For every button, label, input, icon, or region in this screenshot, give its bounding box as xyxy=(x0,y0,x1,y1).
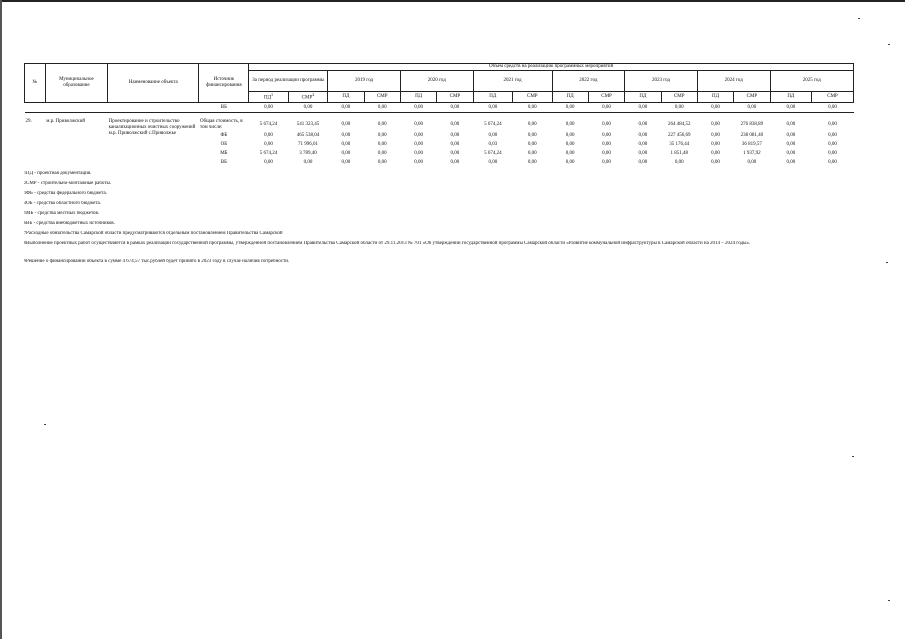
cell-value: 0,00 xyxy=(527,141,537,147)
cell-value: 0,00 xyxy=(527,122,537,127)
cell-value: 0,00 xyxy=(711,150,720,156)
cell-funding-source: ВБ xyxy=(220,159,227,165)
cell-value: 0,00 xyxy=(638,122,648,127)
footnote-text: Выполнение проектных работ осуществляется в рамках реализации государственной программы, утвержденной постановлением Правительства Самарской области от 29.11.2013 № 701 «Об утверждении государственной программы Самарской области «Развитие коммунальной инфраструктуры в Самарской области на 2014 – 2024 годы». xyxy=(26,241,751,246)
header-pd: ПД xyxy=(473,92,512,103)
footnote-mark: 8 xyxy=(24,241,26,245)
cell-value: 0,00 xyxy=(414,141,423,147)
footnote-text: ПД - проектная документация. xyxy=(26,171,92,176)
footnote-mark: 6 xyxy=(24,221,26,225)
footnotes xyxy=(24,171,874,269)
header-year: 2019 год xyxy=(328,71,401,92)
scan-speck xyxy=(44,424,46,425)
cell-value: 0,00 xyxy=(377,159,387,165)
cell-value: 0,00 xyxy=(565,150,575,156)
cell-value: 0,00 xyxy=(602,132,611,138)
footnote xyxy=(24,201,874,211)
cell-value: 3 789,40 xyxy=(299,150,317,156)
header-smr: СМР xyxy=(661,92,697,103)
cell-value: 227 456,69 xyxy=(667,132,691,138)
footnote-text: ФБ - средства федерального бюджета. xyxy=(26,191,108,196)
header-smr: СМР xyxy=(437,92,473,103)
header-pd-total: $ПД^1$ xyxy=(249,92,288,103)
cell-municipality: м.р. Приволжский xyxy=(46,119,86,124)
cell-funding-source: МБ xyxy=(220,150,228,156)
header-pd: ПД xyxy=(328,92,364,103)
cell-value: 0,00 xyxy=(328,103,364,113)
cell-value: 0,00 xyxy=(734,103,770,113)
cell-value: 0,00 xyxy=(414,150,423,156)
header-smr: СМР xyxy=(588,92,624,103)
scan-speck xyxy=(852,456,854,457)
cell-value: 5 674,24 xyxy=(484,122,502,127)
cell-value: 1 937,92 xyxy=(743,150,761,156)
cell-funding-source: ФБ xyxy=(220,132,228,138)
cell-value: 465 538,04 xyxy=(296,132,320,138)
cell-value: 0,00 xyxy=(264,159,273,165)
footnote xyxy=(24,221,874,231)
cell-value: 0,00 xyxy=(341,132,351,138)
footnote-text: МБ - средства местных бюджетов. xyxy=(26,211,100,216)
header-smr-total: СМР$^2$ xyxy=(288,92,327,103)
cell-value: 0,00 xyxy=(527,159,537,165)
cell-value: 0,00 xyxy=(473,103,512,113)
footnote xyxy=(24,181,874,191)
cell-value: 0,00 xyxy=(638,150,648,156)
cell-value: 0,00 xyxy=(711,141,720,147)
header-year: 2025 год xyxy=(770,71,853,92)
cell-value: 0,00 xyxy=(786,132,796,138)
cell-value: 0,00 xyxy=(488,132,498,138)
cell-value: 541 323,45 xyxy=(296,122,320,127)
footnote-mark: 5 xyxy=(24,211,26,215)
header-funding-volume: Объем средств на реализацию программных мероприятий xyxy=(249,64,854,71)
cell-value: 5 674,24 xyxy=(259,150,278,156)
cell-value: 0,00 xyxy=(341,150,351,156)
cell-value: 0,00 xyxy=(786,159,796,165)
cell-value: 0,00 xyxy=(377,141,387,147)
cell-value: 0,00 xyxy=(770,103,812,113)
cell-value: 36 819,57 xyxy=(741,141,762,147)
cell-value: 0,00 xyxy=(414,159,423,165)
cell-value: 0,00 xyxy=(638,159,648,165)
cell-value: 0,00 xyxy=(377,132,387,138)
cell-value: 0,00 xyxy=(786,150,796,156)
cell-value: 0,00 xyxy=(527,150,537,156)
footnote-mark: 7 xyxy=(24,231,26,235)
cell-value: 0,00 xyxy=(288,103,327,113)
scan-speck xyxy=(886,262,888,263)
cell-value: 0,00 xyxy=(414,122,423,127)
cell-value: 0,00 xyxy=(527,132,537,138)
cell-value: 0,00 xyxy=(414,132,423,138)
footnote xyxy=(24,241,874,251)
header-year: 2023 год xyxy=(625,71,698,92)
cell-value: 0,00 xyxy=(552,103,588,113)
cell-value: 71 996,01 xyxy=(297,141,318,147)
cell-value: 0,00 xyxy=(711,132,720,138)
cell-value: 0,00 xyxy=(711,122,720,127)
header-pd: ПД xyxy=(697,92,733,103)
cell-value: 0,00 xyxy=(400,103,436,113)
cell-object-name: Проектирование и строительство канализационных очистных сооружений м.р. Приволжский с.Приволжье xyxy=(108,119,196,136)
cell-value: 0,00 xyxy=(341,141,351,147)
cell-value: 0,00 xyxy=(661,103,697,113)
cell-value: 0,00 xyxy=(488,159,498,165)
cell-funding-source: ОБ xyxy=(220,141,228,147)
header-year: 2020 год xyxy=(400,71,473,92)
header-smr: СМР xyxy=(812,92,854,103)
footnote xyxy=(24,211,874,221)
footnote xyxy=(24,191,874,201)
header-pd: ПД xyxy=(625,92,661,103)
cell-value: 0,00 xyxy=(828,150,837,156)
cell-value: 0,00 xyxy=(786,122,796,127)
cell-value: 0,03 xyxy=(488,141,498,147)
header-pd: ПД xyxy=(400,92,436,103)
cell-value: 0,00 xyxy=(812,103,854,113)
financing-table xyxy=(24,63,854,167)
footnote xyxy=(24,231,874,241)
cell-value: 0,00 xyxy=(437,103,473,113)
cell-value: 0,00 xyxy=(450,159,460,165)
cell-municipality xyxy=(45,103,107,113)
footnote-text: ВБ - средства внебюджетных источников. xyxy=(26,221,115,226)
cell-value: 238 081,40 xyxy=(740,132,764,138)
cell-value: 276 838,89 xyxy=(740,122,764,127)
cell-value: 0,00 xyxy=(747,159,757,165)
cell-value: 0,00 xyxy=(565,132,575,138)
cell-value: 0,00 xyxy=(625,103,661,113)
footnote-mark: 9 xyxy=(24,259,26,263)
cell-number: 29. xyxy=(25,119,32,124)
cell-value: 0,00 xyxy=(565,122,575,127)
table-row xyxy=(25,103,854,113)
cell-value: 5 674,24 xyxy=(484,150,502,156)
scan-speck xyxy=(858,18,860,19)
cell-value: 1 851,48 xyxy=(670,150,688,156)
cell-funding-source: ВБ xyxy=(199,103,249,113)
cell-value: 0,00 xyxy=(638,132,648,138)
cell-value: 0,00 xyxy=(249,103,288,113)
footnote-text: ОБ - средства областного бюджета. xyxy=(26,201,102,206)
cell-value: 0,00 xyxy=(711,159,720,165)
header-year: 2021 год xyxy=(473,71,552,92)
cell-value: 35 176,44 xyxy=(669,141,690,147)
cell-value: 0,00 xyxy=(450,141,460,147)
footnote xyxy=(24,259,874,269)
cell-value: 0,00 xyxy=(341,122,351,127)
cell-value: 0,00 xyxy=(513,103,552,113)
header-smr: СМР xyxy=(364,92,400,103)
header-period-total: За период реализации программы xyxy=(249,71,328,92)
scan-edge-top xyxy=(0,0,905,2)
cell-value: 0,00 xyxy=(588,103,624,113)
cell-value: 0,00 xyxy=(364,103,400,113)
footnote-mark: 4 xyxy=(24,201,26,205)
cell-value: 0,00 xyxy=(264,132,273,138)
cell-value: 0,00 xyxy=(264,141,273,147)
cell-value: 0,00 xyxy=(786,141,796,147)
header-year: 2022 год xyxy=(552,71,625,92)
header-object-name: Наименование объекта xyxy=(108,64,199,103)
cell-object-name xyxy=(108,103,199,113)
scan-edge-left xyxy=(0,0,2,639)
cell-value: 0,00 xyxy=(450,132,460,138)
cell-value: 264 484,52 xyxy=(667,122,691,127)
header-number: № xyxy=(25,64,46,103)
cell-value: 0,00 xyxy=(828,159,837,165)
header-smr: СМР xyxy=(513,92,552,103)
cell-value: 0,00 xyxy=(602,141,611,147)
cell-value: 0,00 xyxy=(450,150,460,156)
scan-speck xyxy=(888,600,890,601)
cell-value: 0,00 xyxy=(828,141,837,147)
footnote-mark: 3 xyxy=(24,191,26,195)
footnote-text: Решение о финансировании объекта в сумме 4 674,57 тыс.рублей будет принято в 2023 году в случае наличия потребности. xyxy=(26,259,290,264)
cell-number xyxy=(25,103,46,113)
cell-value: 0,00 xyxy=(377,122,387,127)
footnote-text: СМР - строительно-монтажные работы. xyxy=(26,181,112,186)
cell-value: 0,00 xyxy=(828,132,837,138)
cell-value: 5 674,24 xyxy=(259,122,278,127)
cell-value: 0,00 xyxy=(450,122,460,127)
footnote-mark: 2 xyxy=(24,181,26,185)
footnote-text: Расходные обязательства Самарской области предусматриваются отдельным постановлением Правительства Самарской xyxy=(26,231,283,236)
header-smr: СМР xyxy=(734,92,770,103)
table-row xyxy=(25,119,854,131)
cell-value: 0,00 xyxy=(828,122,837,127)
cell-value: 0,00 xyxy=(697,103,733,113)
header-pd: ПД xyxy=(552,92,588,103)
footnote-mark: 1 xyxy=(24,171,26,175)
cell-value: 0,00 xyxy=(565,141,575,147)
cell-funding-source: Общая стоимость, в том числе: xyxy=(199,119,243,130)
cell-value: 0,00 xyxy=(565,159,575,165)
cell-value: 0,00 xyxy=(674,159,684,165)
cell-value: 0,00 xyxy=(602,150,611,156)
cell-value: 0,00 xyxy=(602,122,611,127)
header-year: 2024 год xyxy=(697,71,770,92)
cell-value: 0,00 xyxy=(303,159,313,165)
cell-value: 0,00 xyxy=(602,159,611,165)
header-municipality: Муниципальное образование xyxy=(45,64,107,103)
cell-value: 0,00 xyxy=(341,159,351,165)
header-funding-source: Источник финансирования xyxy=(199,64,249,103)
cell-value: 0,00 xyxy=(377,150,387,156)
scan-speck xyxy=(888,44,890,45)
cell-value: 0,00 xyxy=(638,141,648,147)
footnote xyxy=(24,171,874,181)
header-pd: ПД xyxy=(770,92,812,103)
